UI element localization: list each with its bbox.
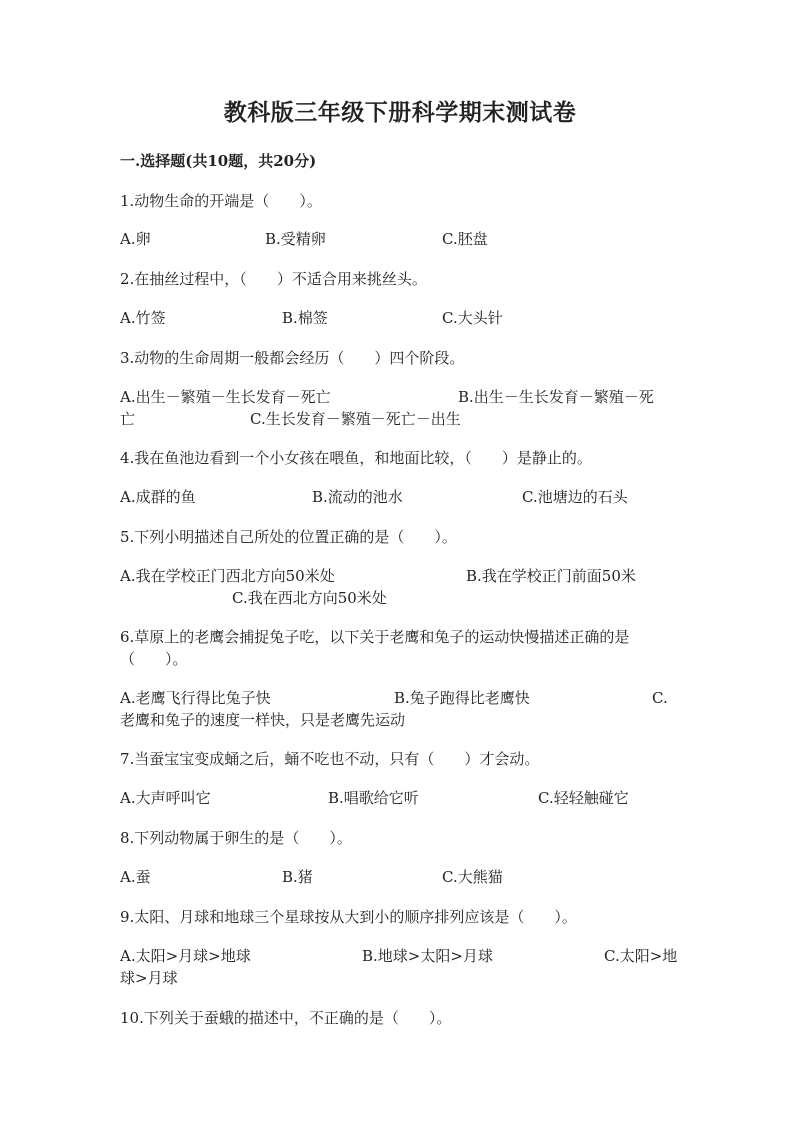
option-c[interactable]: C.我在西北方向50米处 bbox=[232, 589, 387, 607]
option-a[interactable]: A.老鹰飞行得比兔子快 bbox=[120, 689, 271, 707]
option-b-wrap: 亡 bbox=[120, 410, 136, 428]
question-6-stem-wrap: （ ）。 bbox=[120, 650, 188, 668]
option-c[interactable]: C.胚盘 bbox=[442, 230, 488, 248]
exam-title: 教科版三年级下册科学期末测试卷 bbox=[223, 99, 577, 126]
option-a[interactable]: A.竹签 bbox=[120, 309, 166, 327]
option-a[interactable]: A.出生－繁殖－生长发育－死亡 bbox=[120, 388, 331, 406]
question-3-options bbox=[120, 386, 680, 432]
question-5-stem: 5.下列小明描述自己所处的位置正确的是（ ）。 bbox=[120, 528, 457, 546]
question-9-options bbox=[120, 945, 680, 991]
option-a[interactable]: A.卵 bbox=[120, 230, 151, 248]
question-6-stem: 6.草原上的老鹰会捕捉兔子吃，以下关于老鹰和兔子的运动快慢描述正确的是 bbox=[120, 628, 630, 646]
question-1-stem: 1.动物生命的开端是（ ）。 bbox=[120, 192, 322, 210]
option-c-wrap: 球>月球 bbox=[120, 969, 178, 987]
option-c[interactable]: C.太阳>地 bbox=[604, 947, 678, 965]
option-b[interactable]: B.棉签 bbox=[282, 309, 328, 327]
question-5-options bbox=[120, 565, 680, 611]
option-c[interactable]: C.生长发育－繁殖－死亡－出生 bbox=[250, 410, 461, 428]
option-b[interactable]: B.地球>太阳>月球 bbox=[362, 947, 493, 965]
question-7-stem: 7.当蚕宝宝变成蛹之后，蛹不吃也不动，只有（ ）才会动。 bbox=[120, 750, 540, 768]
option-b[interactable]: B.受精卵 bbox=[265, 230, 326, 248]
option-a[interactable]: A.成群的鱼 bbox=[120, 488, 196, 506]
option-c[interactable]: C.大头针 bbox=[442, 309, 503, 327]
question-2-stem: 2.在抽丝过程中，（ ）不适合用来挑丝头。 bbox=[120, 270, 427, 288]
section-heading: 一.选择题(共10题，共20分) bbox=[120, 152, 317, 170]
question-10-stem: 10.下列关于蚕蛾的描述中，不正确的是（ ）。 bbox=[120, 1009, 452, 1027]
option-a[interactable]: A.大声呼叫它 bbox=[120, 789, 211, 807]
option-b[interactable]: B.唱歌给它听 bbox=[328, 789, 419, 807]
question-4-stem: 4.我在鱼池边看到一个小女孩在喂鱼，和地面比较，（ ）是静止的。 bbox=[120, 449, 592, 467]
option-b[interactable]: B.出生－生长发育－繁殖－死 bbox=[458, 388, 654, 406]
option-c[interactable]: C.大熊猫 bbox=[442, 868, 503, 886]
option-b[interactable]: B.猪 bbox=[282, 868, 313, 886]
option-b[interactable]: B.我在学校正门前面50米 bbox=[466, 567, 636, 585]
question-8-stem: 8.下列动物属于卵生的是（ ）。 bbox=[120, 829, 352, 847]
option-b[interactable]: B.流动的池水 bbox=[312, 488, 403, 506]
question-6-options bbox=[120, 687, 680, 733]
option-a[interactable]: A.我在学校正门西北方向50米处 bbox=[120, 567, 335, 585]
option-c-wrap: 老鹰和兔子的速度一样快，只是老鹰先运动 bbox=[120, 711, 406, 729]
option-c[interactable]: C. bbox=[652, 689, 668, 707]
question-9-stem: 9.太阳、月球和地球三个星球按从大到小的顺序排列应该是（ ）。 bbox=[120, 908, 577, 926]
option-b[interactable]: B.兔子跑得比老鹰快 bbox=[394, 689, 530, 707]
option-c[interactable]: C.池塘边的石头 bbox=[522, 488, 628, 506]
option-c[interactable]: C.轻轻触碰它 bbox=[538, 789, 629, 807]
option-a[interactable]: A.蚕 bbox=[120, 868, 151, 886]
option-a[interactable]: A.太阳>月球>地球 bbox=[120, 947, 251, 965]
question-3-stem: 3.动物的生命周期一般都会经历（ ）四个阶段。 bbox=[120, 349, 465, 367]
